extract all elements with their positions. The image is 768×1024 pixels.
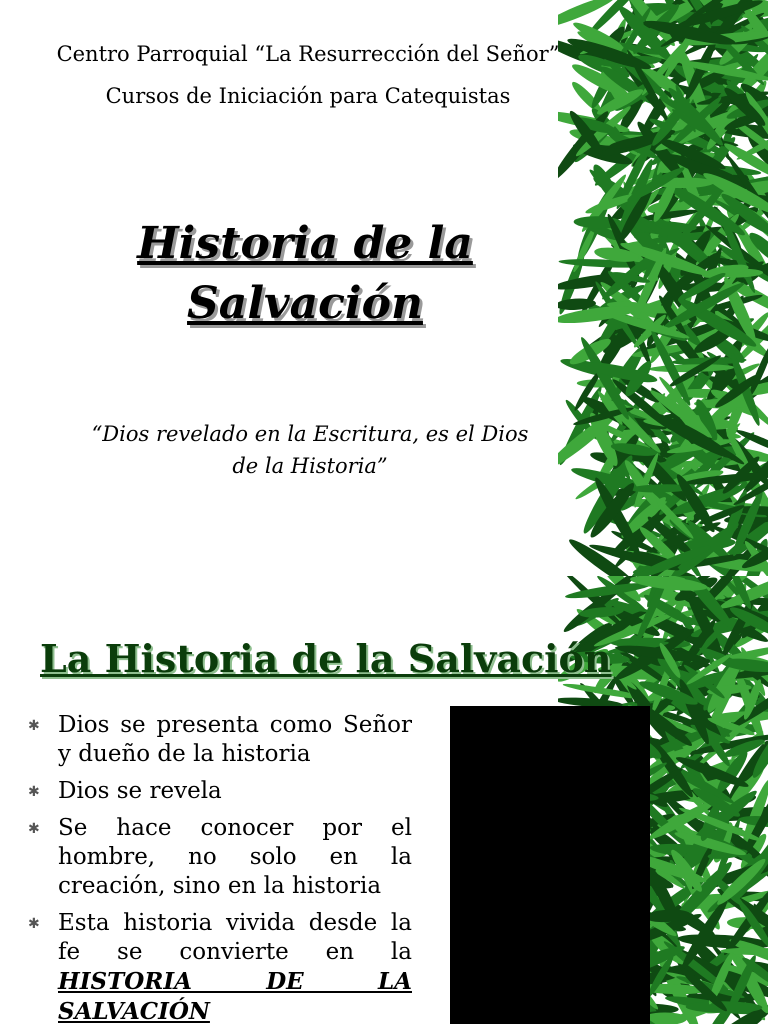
bullet-emphasis: HISTORIA DE LA SALVACIÓN	[58, 968, 412, 1024]
bullet-item	[28, 909, 412, 1024]
main-title-line-2: Salvación	[187, 278, 423, 329]
bullet-list	[28, 711, 412, 1024]
bullet-text: Se hace conocer por el hombre, no solo en la creación, sino en la historia	[58, 815, 412, 899]
bullet-item	[28, 777, 412, 806]
asterisk-bullet-icon: ✱	[28, 821, 40, 837]
asterisk-bullet-icon: ✱	[28, 916, 40, 932]
bullet-text: Esta historia vivida desde la fe se convierte en la	[58, 910, 412, 965]
quote	[40, 418, 580, 482]
organization-name: Centro Parroquial “La Resurrección del Señor”	[56, 42, 560, 66]
dark-image-placeholder	[450, 706, 650, 1024]
course-name: Cursos de Iniciación para Catequistas	[105, 84, 511, 108]
bullet-text: Dios se revela	[58, 778, 222, 804]
bullet-text: Dios se presenta como Señor y dueño de la historia	[58, 712, 412, 767]
main-title	[60, 214, 550, 334]
asterisk-bullet-icon: ✱	[28, 784, 40, 800]
bullet-item	[28, 814, 412, 901]
quote-line-1: “Dios revelado en la Escritura, es el Dios	[91, 422, 529, 446]
content-slide	[0, 576, 768, 1024]
main-title-line-1: Historia de la	[137, 218, 473, 269]
asterisk-bullet-icon: ✱	[28, 718, 40, 734]
bullet-item	[28, 711, 412, 769]
quote-line-2: de la Historia”	[232, 454, 388, 478]
slide-title: La Historia de la Salvación	[40, 636, 612, 681]
